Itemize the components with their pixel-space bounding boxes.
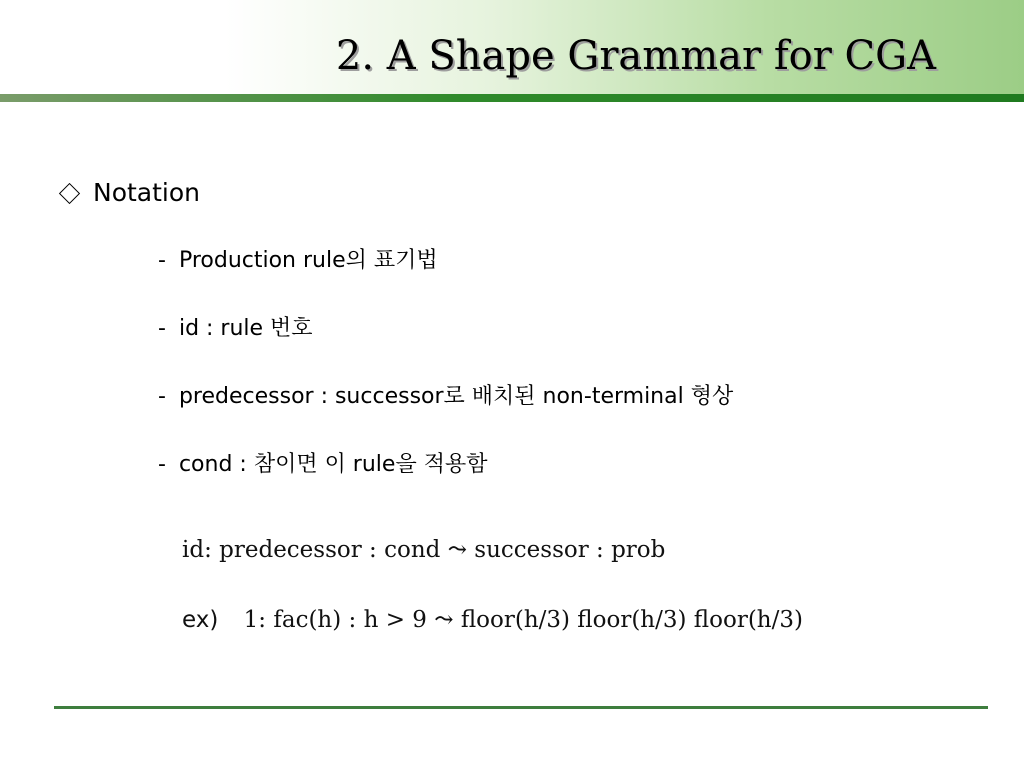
bullet-dash: - — [158, 248, 166, 273]
bullet-dash: - — [158, 452, 166, 477]
example-rule — [182, 600, 803, 640]
header-accent-bar — [0, 94, 1024, 102]
bullet-item — [158, 380, 733, 414]
example-rule-formula: 1: fac(h) : h > 9 ⤳ floor(h/3) floor(h/3) floor(h/3) — [243, 607, 803, 633]
bullet-text: predecessor : successor로 배치된 non-terminal 형상 — [178, 384, 734, 409]
bullet-item — [158, 448, 733, 482]
page-title: 2. A Shape Grammar for CGA — [335, 33, 936, 79]
bullet-item — [158, 244, 733, 278]
bullet-text: id : rule 번호 — [178, 316, 313, 341]
bullet-dash: - — [158, 316, 166, 341]
bullet-dash: - — [158, 384, 166, 409]
section-heading — [56, 176, 200, 210]
bullet-item — [158, 312, 733, 346]
diamond-outline-icon — [59, 182, 80, 203]
bullet-list — [158, 244, 733, 516]
bullet-text: Production rule의 표기법 — [178, 248, 438, 273]
formula-block — [182, 530, 803, 640]
general-rule-formula: id: predecessor : cond ⤳ successor : prob — [182, 537, 666, 563]
footer-divider — [54, 706, 988, 709]
example-label: ex) — [182, 607, 219, 633]
bullet-text: cond : 참이면 이 rule을 적용함 — [178, 452, 488, 477]
section-heading-label: Notation — [93, 178, 201, 207]
